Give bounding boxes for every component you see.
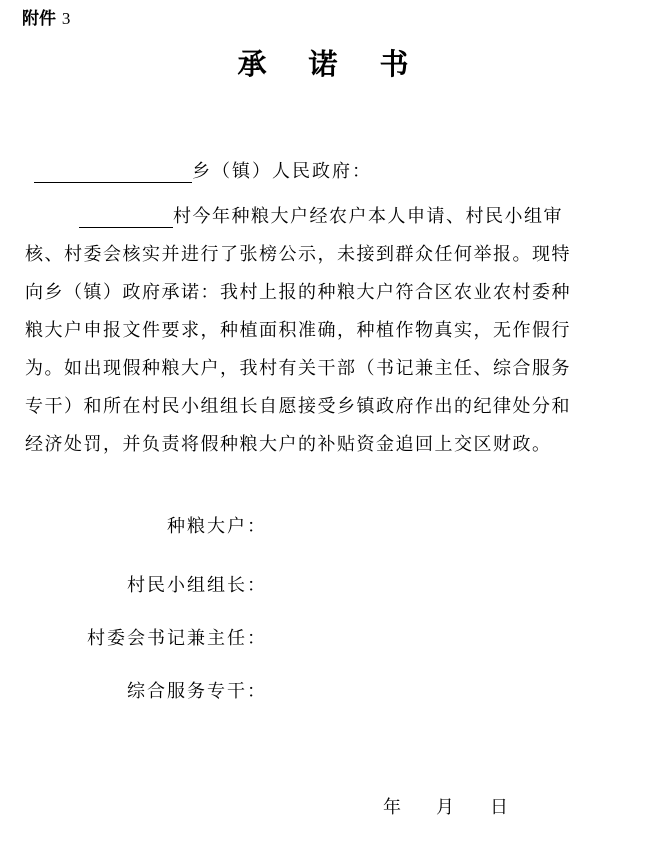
body-line: 为。如出现假种粮大户，我村有关干部（书记兼主任、综合服务 xyxy=(25,358,571,379)
salutation-text: 乡（镇）人民政府： xyxy=(192,161,372,182)
signature-service-officer: 综合服务专干： xyxy=(127,681,267,702)
body-line: 粮大户申报文件要求，种植面积准确，种植作物真实，无作假行 xyxy=(25,320,571,341)
signature-group-leader: 村民小组组长： xyxy=(127,575,267,596)
village-blank[interactable] xyxy=(79,207,173,228)
township-blank[interactable] xyxy=(34,162,192,183)
body-line-text: 村今年种粮大户经农户本人申请、村民小组审 xyxy=(173,206,563,227)
body-line: 专干）和所在村民小组组长自愿接受乡镇政府作出的纪律处分和 xyxy=(25,396,571,417)
signature-secretary: 村委会书记兼主任： xyxy=(87,628,267,649)
attachment-text: 附件 xyxy=(22,9,56,29)
document-title: 承诺书 xyxy=(237,47,451,81)
attachment-number: 3 xyxy=(61,9,71,28)
date-year: 年 xyxy=(383,797,401,818)
salutation xyxy=(34,157,372,183)
commitment-body xyxy=(25,198,615,464)
attachment-label xyxy=(22,4,70,29)
date-day: 日 xyxy=(490,797,508,818)
body-line: 核、村委会核实并进行了张榜公示，未接到群众任何举报。现特 xyxy=(25,244,571,265)
signature-grower: 种粮大户： xyxy=(167,516,267,537)
date-month: 月 xyxy=(436,797,454,818)
body-line: 向乡（镇）政府承诺：我村上报的种粮大户符合区农业农村委种 xyxy=(25,282,571,303)
body-line xyxy=(25,198,615,236)
body-line: 经济处罚，并负责将假种粮大户的补贴资金追回上交区财政。 xyxy=(25,434,552,455)
